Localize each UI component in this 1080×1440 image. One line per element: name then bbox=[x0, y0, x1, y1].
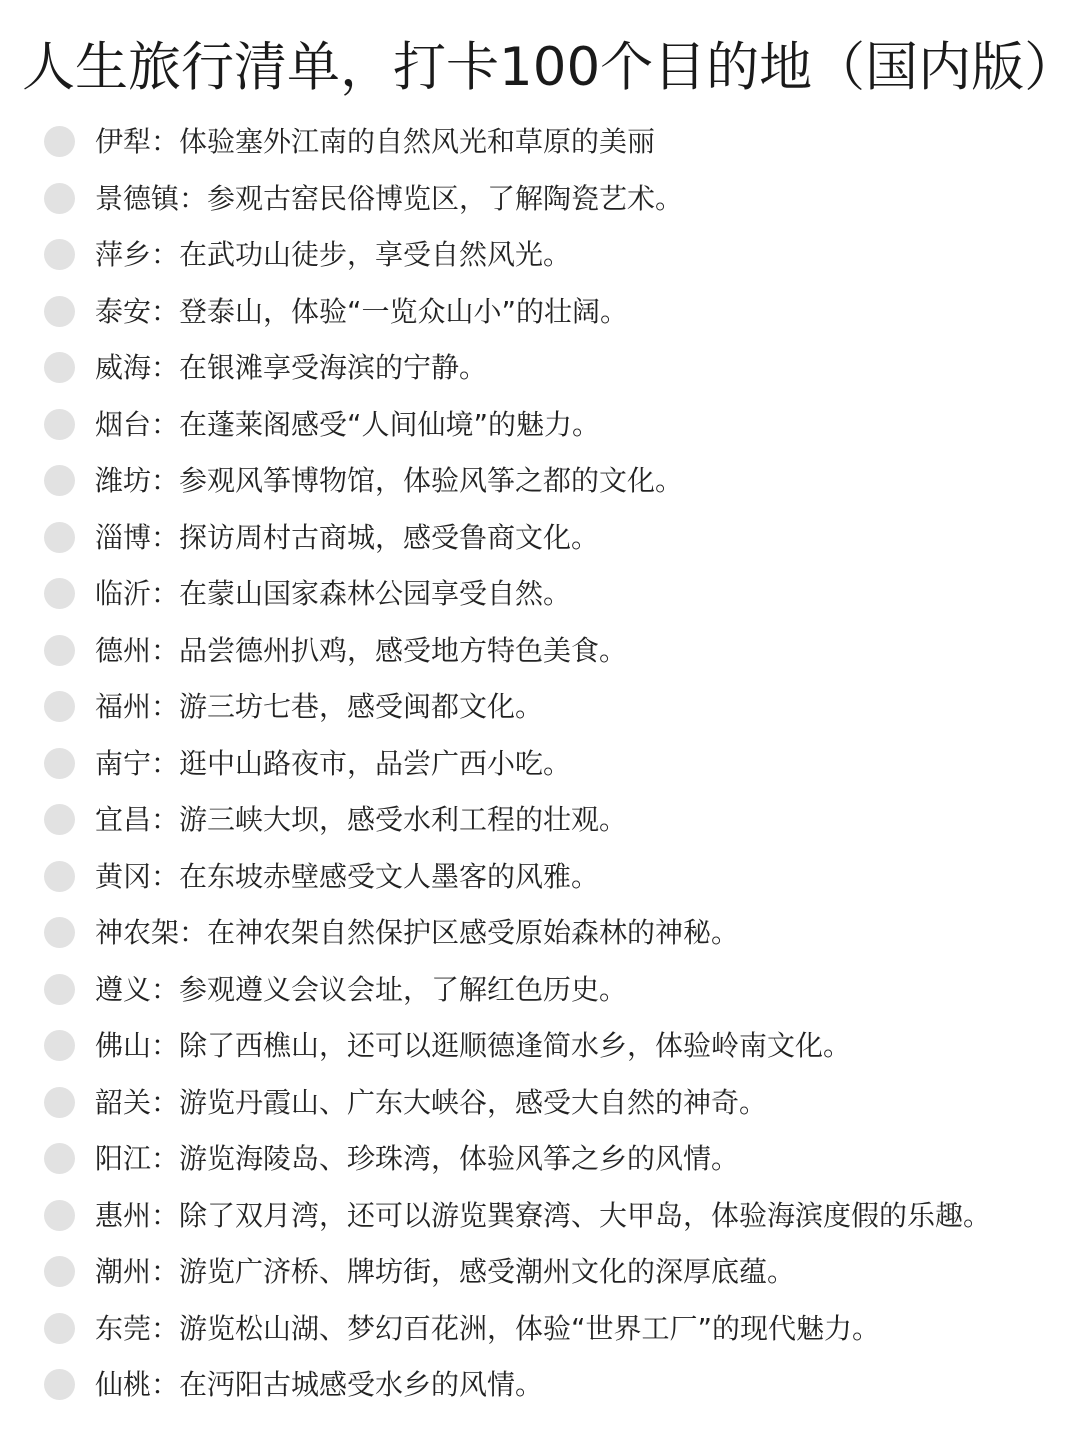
checklist-item-text: 神农架：在神农架自然保护区感受原始森林的神秘。 bbox=[95, 916, 740, 949]
circle-checkbox-icon[interactable] bbox=[44, 691, 75, 722]
checklist-item bbox=[0, 792, 1080, 849]
checklist-item bbox=[0, 114, 1080, 171]
checklist-item bbox=[0, 905, 1080, 962]
checklist-item bbox=[0, 227, 1080, 284]
checklist-item bbox=[0, 340, 1080, 397]
circle-checkbox-icon[interactable] bbox=[44, 917, 75, 948]
circle-checkbox-icon[interactable] bbox=[44, 465, 75, 496]
checklist-item bbox=[0, 1301, 1080, 1358]
destination-checklist bbox=[0, 114, 1080, 1414]
checklist-item-text: 烟台：在蓬莱阁感受“人间仙境”的魅力。 bbox=[95, 407, 601, 441]
checklist-item bbox=[0, 1357, 1080, 1414]
checklist-item-text: 宜昌：游三峡大坝，感受水利工程的壮观。 bbox=[95, 803, 628, 836]
circle-checkbox-icon[interactable] bbox=[44, 578, 75, 609]
checklist-item bbox=[0, 679, 1080, 736]
checklist-item-text: 韶关：游览丹霞山、广东大峡谷，感受大自然的神奇。 bbox=[95, 1085, 768, 1119]
circle-checkbox-icon[interactable] bbox=[44, 239, 75, 270]
checklist-item-text: 威海：在银滩享受海滨的宁静。 bbox=[95, 351, 488, 384]
checklist-item bbox=[0, 1075, 1080, 1132]
checklist-item-text: 伊犁：体验塞外江南的自然风光和草原的美丽 bbox=[95, 125, 656, 158]
checklist-item-text: 潮州：游览广济桥、牌坊街，感受潮州文化的深厚底蕴。 bbox=[95, 1255, 796, 1288]
checklist-item-text: 德州：品尝德州扒鸡，感受地方特色美食。 bbox=[95, 633, 628, 667]
checklist-item bbox=[0, 510, 1080, 567]
circle-checkbox-icon[interactable] bbox=[44, 1313, 75, 1344]
circle-checkbox-icon[interactable] bbox=[44, 183, 75, 214]
page-title: 人生旅行清单，打卡100个目的地（国内版） bbox=[22, 37, 1078, 98]
checklist-item-text: 仙桃：在沔阳古城感受水乡的风情。 bbox=[95, 1368, 544, 1401]
checklist-item-text: 南宁：逛中山路夜市，品尝广西小吃。 bbox=[95, 746, 572, 780]
checklist-item-text: 临沂：在蒙山国家森林公园享受自然。 bbox=[95, 577, 572, 610]
checklist-item-text: 阳江：游览海陵岛、珍珠湾，体验风筝之乡的风情。 bbox=[95, 1142, 740, 1175]
checklist-item bbox=[0, 284, 1080, 341]
circle-checkbox-icon[interactable] bbox=[44, 748, 75, 779]
circle-checkbox-icon[interactable] bbox=[44, 296, 75, 327]
checklist-item bbox=[0, 1131, 1080, 1188]
checklist-item bbox=[0, 1244, 1080, 1301]
circle-checkbox-icon[interactable] bbox=[44, 409, 75, 440]
checklist-item-text: 萍乡：在武功山徒步，享受自然风光。 bbox=[95, 238, 572, 271]
checklist-item bbox=[0, 736, 1080, 793]
checklist-item bbox=[0, 171, 1080, 228]
circle-checkbox-icon[interactable] bbox=[44, 1030, 75, 1061]
circle-checkbox-icon[interactable] bbox=[44, 522, 75, 553]
checklist-item bbox=[0, 623, 1080, 680]
checklist-item bbox=[0, 1188, 1080, 1245]
checklist-item-text: 福州：游三坊七巷，感受闽都文化。 bbox=[95, 690, 544, 723]
circle-checkbox-icon[interactable] bbox=[44, 1200, 75, 1231]
checklist-item-text: 遵义：参观遵义会议会址，了解红色历史。 bbox=[95, 972, 628, 1006]
checklist-item-text: 惠州：除了双月湾，还可以游览巽寮湾、大甲岛，体验海滨度假的乐趣。 bbox=[95, 1198, 992, 1232]
circle-checkbox-icon[interactable] bbox=[44, 1087, 75, 1118]
checklist-item bbox=[0, 397, 1080, 454]
checklist-item-text: 淄博：探访周村古商城，感受鲁商文化。 bbox=[95, 520, 600, 554]
checklist-item-text: 景德镇：参观古窑民俗博览区，了解陶瓷艺术。 bbox=[95, 181, 684, 215]
checklist-item-text: 佛山：除了西樵山，还可以逛顺德逢简水乡，体验岭南文化。 bbox=[95, 1029, 852, 1062]
circle-checkbox-icon[interactable] bbox=[44, 1143, 75, 1174]
circle-checkbox-icon[interactable] bbox=[44, 635, 75, 666]
checklist-item bbox=[0, 566, 1080, 623]
checklist-item bbox=[0, 453, 1080, 510]
circle-checkbox-icon[interactable] bbox=[44, 352, 75, 383]
checklist-item-text: 黄冈：在东坡赤壁感受文人墨客的风雅。 bbox=[95, 859, 600, 893]
circle-checkbox-icon[interactable] bbox=[44, 1369, 75, 1400]
checklist-item-text: 潍坊：参观风筝博物馆，体验风筝之都的文化。 bbox=[95, 464, 684, 497]
circle-checkbox-icon[interactable] bbox=[44, 804, 75, 835]
checklist-item-text: 泰安：登泰山，体验“一览众山小”的壮阔。 bbox=[95, 294, 629, 328]
checklist-item bbox=[0, 962, 1080, 1019]
checklist-item bbox=[0, 1018, 1080, 1075]
circle-checkbox-icon[interactable] bbox=[44, 974, 75, 1005]
circle-checkbox-icon[interactable] bbox=[44, 861, 75, 892]
checklist-item bbox=[0, 849, 1080, 906]
checklist-item-text: 东莞：游览松山湖、梦幻百花洲，体验“世界工厂”的现代魅力。 bbox=[95, 1311, 881, 1345]
circle-checkbox-icon[interactable] bbox=[44, 126, 75, 157]
circle-checkbox-icon[interactable] bbox=[44, 1256, 75, 1287]
